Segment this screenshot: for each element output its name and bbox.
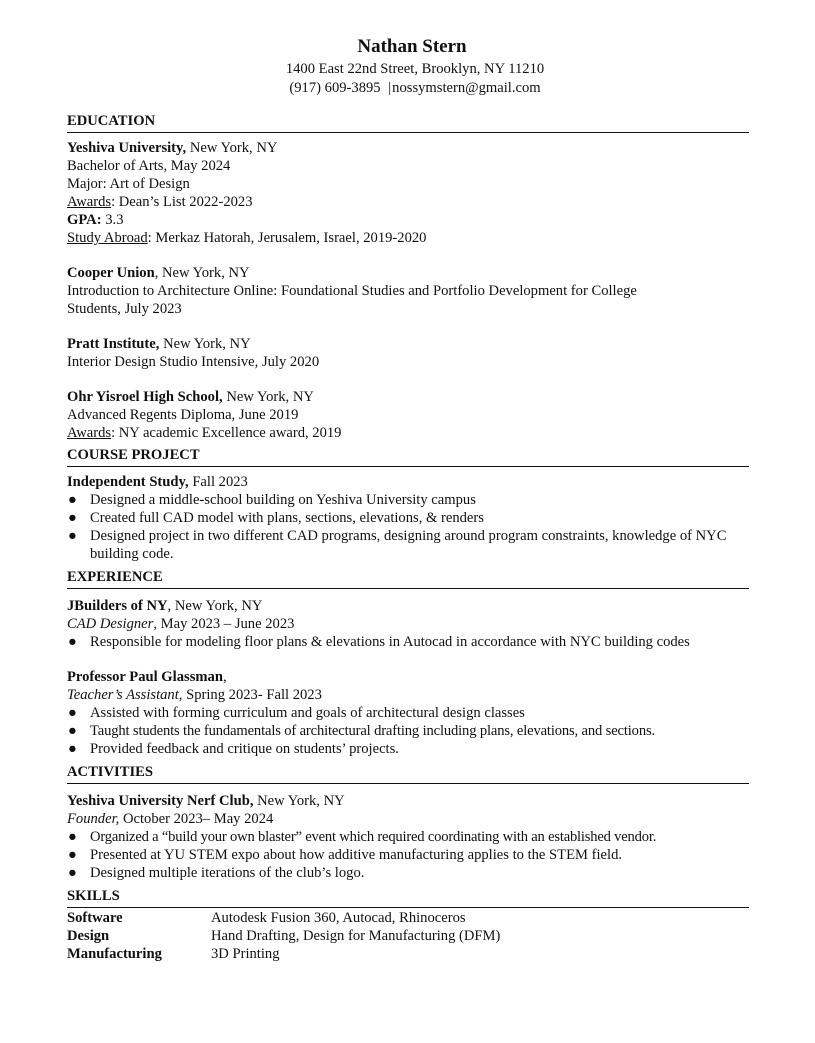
education-entry-cooper xyxy=(67,264,749,318)
project-name: Independent Study, xyxy=(67,474,189,490)
school-name: Ohr Yisroel High School, xyxy=(67,389,223,405)
section-title-activities: ACTIVITIES xyxy=(67,764,749,784)
list-item: ● Responsible for modeling floor plans & elevations in Autocad in accordance with NYC building codes xyxy=(68,634,690,650)
gpa-value: 3.3 xyxy=(101,212,124,228)
bullet-icon: ● xyxy=(68,528,77,544)
degree: Bachelor of Arts, May 2024 xyxy=(67,158,231,174)
experience-section xyxy=(67,569,749,758)
list-item: ● Presented at YU STEM expo about how additive manufacturing applies to the STEM field. xyxy=(68,847,623,863)
experience-entry-glassman xyxy=(67,668,749,758)
email-link[interactable]: nossymstern@gmail.com xyxy=(392,80,541,96)
education-entry-ohr-yisroel xyxy=(67,388,749,442)
school-location: New York, NY xyxy=(222,389,314,405)
list-item: ● Organized a “build your own blaster” event which required coordinating with an established vendor. xyxy=(68,829,657,845)
gpa-label: GPA: xyxy=(67,212,102,228)
program-line: Interior Design Studio Intensive, July 2020 xyxy=(67,354,320,370)
role-dates: October 2023– May 2024 xyxy=(119,811,274,827)
role-title: Founder, xyxy=(67,811,120,827)
study-abroad-text: : Merkaz Hatorah, Jerusalem, Israel, 2019-2020 xyxy=(147,230,427,246)
list-item: ● Taught students the fundamentals of architectural drafting including plans, elevations, and sections. xyxy=(68,723,655,739)
skill-value: Autodesk Fusion 360, Autocad, Rhinoceros xyxy=(211,910,466,926)
list-item: ● Created full CAD model with plans, sections, elevations, & renders xyxy=(68,510,484,526)
contact-line xyxy=(81,79,749,98)
skills-section xyxy=(67,888,749,963)
bullet-icon: ● xyxy=(68,723,77,739)
phone: (917) 609-3895 xyxy=(289,80,381,96)
education-entry-pratt xyxy=(67,335,749,371)
org-name: Professor Paul Glassman xyxy=(67,669,223,685)
skill-category: Design xyxy=(67,928,110,944)
bullet-icon: ● xyxy=(68,865,77,881)
org-location: , New York, NY xyxy=(167,598,263,614)
education-entry-yu xyxy=(67,139,749,247)
org-location: , xyxy=(222,669,227,685)
awards-label: Awards xyxy=(67,425,112,441)
skill-category: Software xyxy=(67,910,123,926)
org-name: Yeshiva University Nerf Club, xyxy=(67,793,254,809)
experience-entry-jbuilders xyxy=(67,597,749,651)
list-item: ● Assisted with forming curriculum and goals of architectural design classes xyxy=(68,705,525,721)
bullet-icon: ● xyxy=(68,634,77,650)
school-name: Pratt Institute, xyxy=(67,336,160,352)
activities-bullets xyxy=(67,828,749,882)
org-location: New York, NY xyxy=(253,793,345,809)
major: Major: Art of Design xyxy=(67,176,190,192)
address-line: 1400 East 22nd Street, Brooklyn, NY 11210 xyxy=(285,61,545,77)
list-item: ● Provided feedback and critique on students’ projects. xyxy=(68,741,399,757)
project-term: Fall 2023 xyxy=(188,474,248,490)
school-location: New York, NY xyxy=(159,336,251,352)
list-item: ● Designed multiple iterations of the club’s logo. xyxy=(68,865,365,881)
study-abroad-label: Study Abroad xyxy=(67,230,148,246)
school-location: , New York, NY xyxy=(154,265,250,281)
skill-category: Manufacturing xyxy=(67,946,162,962)
skill-value: 3D Printing xyxy=(211,946,280,962)
contact-separator: | xyxy=(388,80,392,96)
section-title-skills: SKILLS xyxy=(67,888,749,908)
education-section xyxy=(67,113,749,442)
bullet-icon: ● xyxy=(68,492,77,508)
experience-bullets xyxy=(67,704,749,758)
experience-bullets xyxy=(67,633,749,651)
org-name: JBuilders of NY xyxy=(67,598,168,614)
role-dates: , Spring 2023- Fall 2023 xyxy=(178,687,322,703)
skills-row-design xyxy=(67,927,749,945)
skill-value: Hand Drafting, Design for Manufacturing (DFM) xyxy=(211,928,501,944)
school-location: New York, NY xyxy=(186,140,278,156)
bullet-icon: ● xyxy=(68,847,77,863)
school-name: Yeshiva University, xyxy=(67,140,187,156)
activities-section xyxy=(67,764,749,882)
candidate-name: Nathan Stern xyxy=(357,36,467,57)
bullet-icon: ● xyxy=(68,510,77,526)
course-project-section xyxy=(67,447,749,563)
role-dates: , May 2023 – June 2023 xyxy=(153,616,295,632)
skills-row-software xyxy=(67,909,749,927)
list-item: ● Designed project in two different CAD programs, designing around program constraints, knowledge of NYC building code. xyxy=(68,528,727,562)
awards-label: Awards xyxy=(67,194,112,210)
bullet-icon: ● xyxy=(68,829,77,845)
school-name: Cooper Union xyxy=(67,265,155,281)
section-title-course-project: COURSE PROJECT xyxy=(67,447,749,467)
role-title: Teacher’s Assistant xyxy=(67,687,179,703)
bullet-icon: ● xyxy=(68,705,77,721)
diploma: Advanced Regents Diploma, June 2019 xyxy=(67,407,299,423)
awards-text: : Dean’s List 2022-2023 xyxy=(111,194,253,210)
resume-header xyxy=(67,34,749,98)
skills-row-manufacturing xyxy=(67,945,749,963)
section-title-experience: EXPERIENCE xyxy=(67,569,749,589)
project-bullets xyxy=(67,491,749,563)
resume-page xyxy=(67,34,749,963)
list-item: ● Designed a middle-school building on Yeshiva University campus xyxy=(68,492,476,508)
program-line: Introduction to Architecture Online: Foundational Studies and Portfolio Development for College xyxy=(67,283,637,299)
role-title: CAD Designer xyxy=(67,616,154,632)
section-title-education: EDUCATION xyxy=(67,113,749,133)
bullet-icon: ● xyxy=(68,741,77,757)
program-line: Students, July 2023 xyxy=(67,301,182,317)
awards-text: : NY academic Excellence award, 2019 xyxy=(111,425,342,441)
